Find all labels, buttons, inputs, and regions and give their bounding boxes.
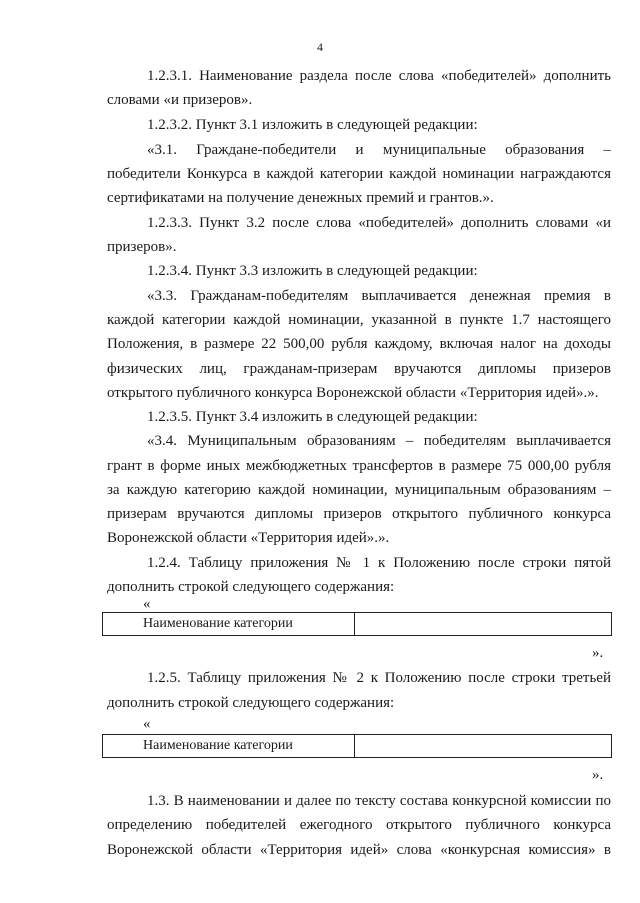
open-quote: « (143, 716, 151, 732)
paragraph-line: Положения, в размере 22 500,00 рубля каждому, включая налог на доходы (107, 336, 611, 352)
paragraph-line: «3.1. Граждане-победители и муниципальные образования – (147, 142, 611, 158)
paragraph-line: 1.2.3.3. Пункт 3.2 после слова «победителей» дополнить словами «и (147, 215, 611, 231)
close-quote: ». (592, 767, 604, 783)
paragraph-line: за каждую категорию каждой номинации, муниципальным образованиям – (107, 482, 611, 498)
paragraph-line: физических лиц, гражданам-призерам вручаются дипломы призеров (107, 361, 611, 377)
table-cell-empty (355, 613, 612, 636)
paragraph-line: Воронежской области «Территория идей».». (107, 530, 390, 546)
paragraph-line: 1.2.3.5. Пункт 3.4 изложить в следующей редакции: (147, 409, 478, 425)
paragraph-line: призеров». (107, 239, 177, 255)
paragraph-line: дополнить строкой следующего содержания: (107, 695, 395, 711)
paragraph-line: 1.2.4. Таблицу приложения № 1 к Положению после строки пятой (147, 555, 611, 571)
paragraph-line: грант в форме иных межбюджетных трансфертов в размере 75 000,00 рубля (107, 458, 611, 474)
paragraph-line: Воронежской области «Территория идей» слова «конкурсная комиссия» в (107, 842, 611, 858)
table-cell-empty (355, 735, 612, 758)
paragraph-line: сертификатами на получение денежных премий и грантов.». (107, 190, 494, 206)
paragraph-line: «3.3. Гражданам-победителям выплачивается денежная премия в (147, 288, 611, 304)
paragraph-line: каждой категории каждой номинации, указанной в пункте 1.7 настоящего (107, 312, 611, 328)
table-cell-category: Наименование категории (103, 613, 355, 636)
paragraph-line: определению победителей ежегодного открытого публичного конкурса (107, 817, 611, 833)
page-number: 4 (317, 40, 323, 54)
paragraph-line: словами «и призеров». (107, 92, 253, 108)
paragraph-line: призерам вручаются дипломы призеров открытого публичного конкурса (107, 506, 611, 522)
paragraph-line: 1.2.5. Таблицу приложения № 2 к Положению после строки третьей (147, 670, 611, 686)
paragraph-line: открытого публичного конкурса Воронежской области «Территория идей».». (107, 385, 599, 401)
paragraph-line: победители Конкурса в каждой категории каждой номинации награждаются (107, 166, 611, 182)
paragraph-line: 1.2.3.4. Пункт 3.3 изложить в следующей редакции: (147, 263, 478, 279)
table-cell-category: Наименование категории (103, 735, 355, 758)
category-table-2 (102, 734, 612, 758)
paragraph-line: 1.3. В наименовании и далее по тексту состава конкурсной комиссии по (147, 793, 611, 809)
paragraph-line: «3.4. Муниципальным образованиям – победителям выплачивается (147, 433, 611, 449)
paragraph-line: 1.2.3.2. Пункт 3.1 изложить в следующей редакции: (147, 117, 478, 133)
paragraph-line: дополнить строкой следующего содержания: (107, 579, 395, 595)
close-quote: ». (592, 645, 604, 661)
paragraph-line: 1.2.3.1. Наименование раздела после слова «победителей» дополнить (147, 68, 611, 84)
open-quote: « (143, 596, 151, 612)
category-table-1 (102, 612, 612, 636)
